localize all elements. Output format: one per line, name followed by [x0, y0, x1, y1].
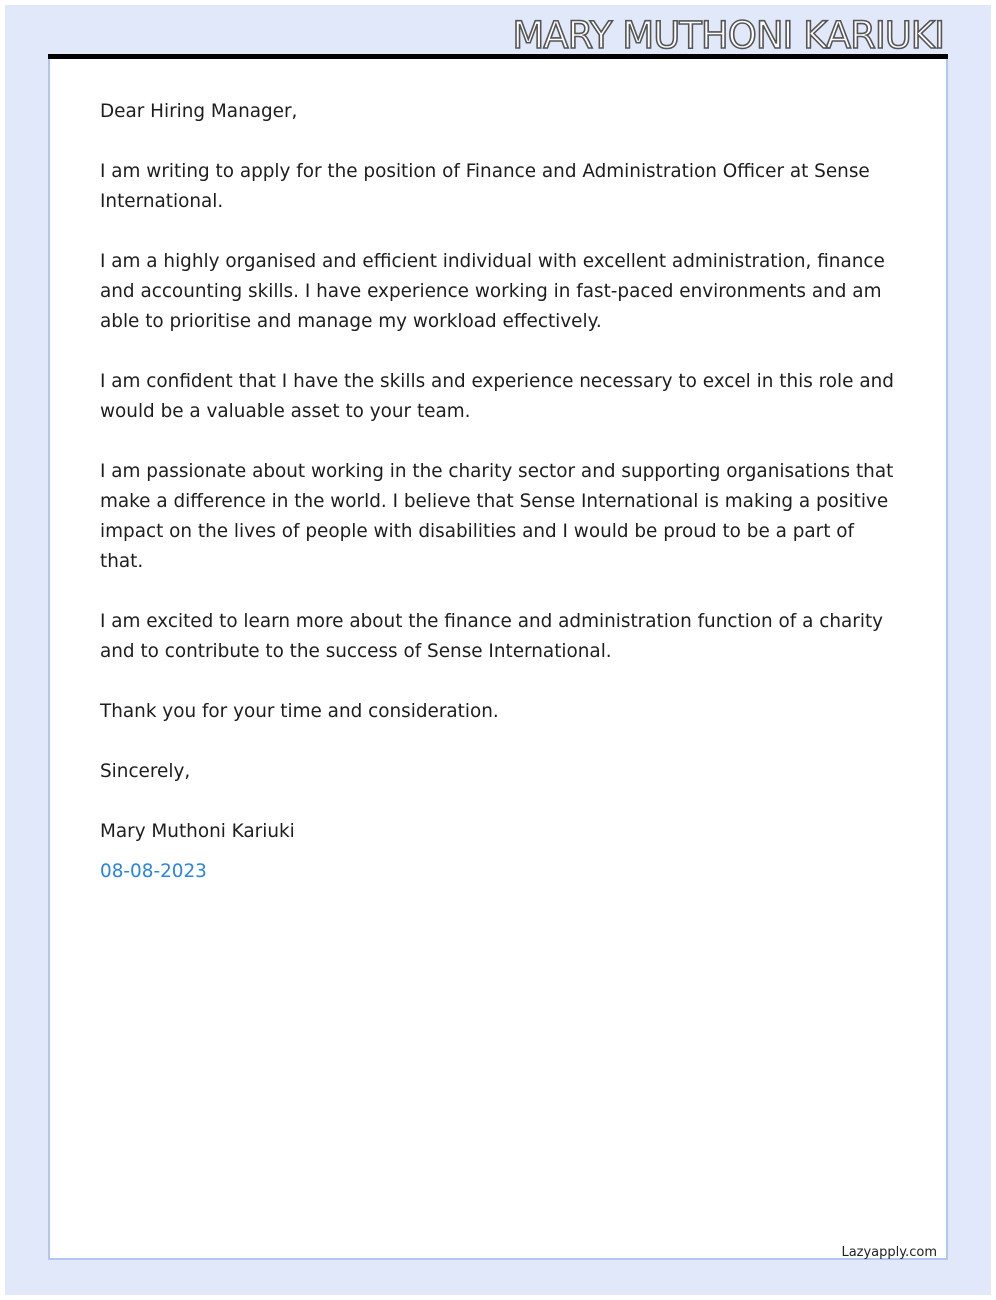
- letter-paragraph: I am a highly organised and efficient individual with excellent administration, finance and accounting skills. I have experience working in fast-paced environments and am able to prioritise and manage my workload effectively.: [100, 251, 885, 332]
- letter-closing: Sincerely,: [100, 761, 191, 782]
- letter-date: 08-08-2023: [100, 861, 207, 882]
- letter-paragraph: Thank you for your time and consideration.: [100, 701, 499, 722]
- letter-paragraph: I am writing to apply for the position of Finance and Administration Officer at Sense International.: [100, 161, 870, 212]
- letter-paragraph: I am confident that I have the skills and experience necessary to excel in this role and would be a valuable asset to your team.: [100, 371, 894, 422]
- author-name-heading: MARY MUTHONI KARIUKI: [512, 14, 944, 57]
- letter-body: [100, 97, 900, 887]
- letter-signature: Mary Muthoni Kariuki: [100, 821, 295, 842]
- letter-greeting: Dear Hiring Manager,: [100, 101, 298, 122]
- letter-paragraph: I am excited to learn more about the finance and administration function of a charity and to contribute to the success of Sense International.: [100, 611, 884, 662]
- footer-brand-link[interactable]: Lazyapply.com: [841, 1245, 937, 1260]
- letter-paragraph: I am passionate about working in the charity sector and supporting organisations that make a difference in the world. I believe that Sense International is making a positive impact on the lives of people with disabilities and I would be proud to be a part of that.: [100, 461, 894, 572]
